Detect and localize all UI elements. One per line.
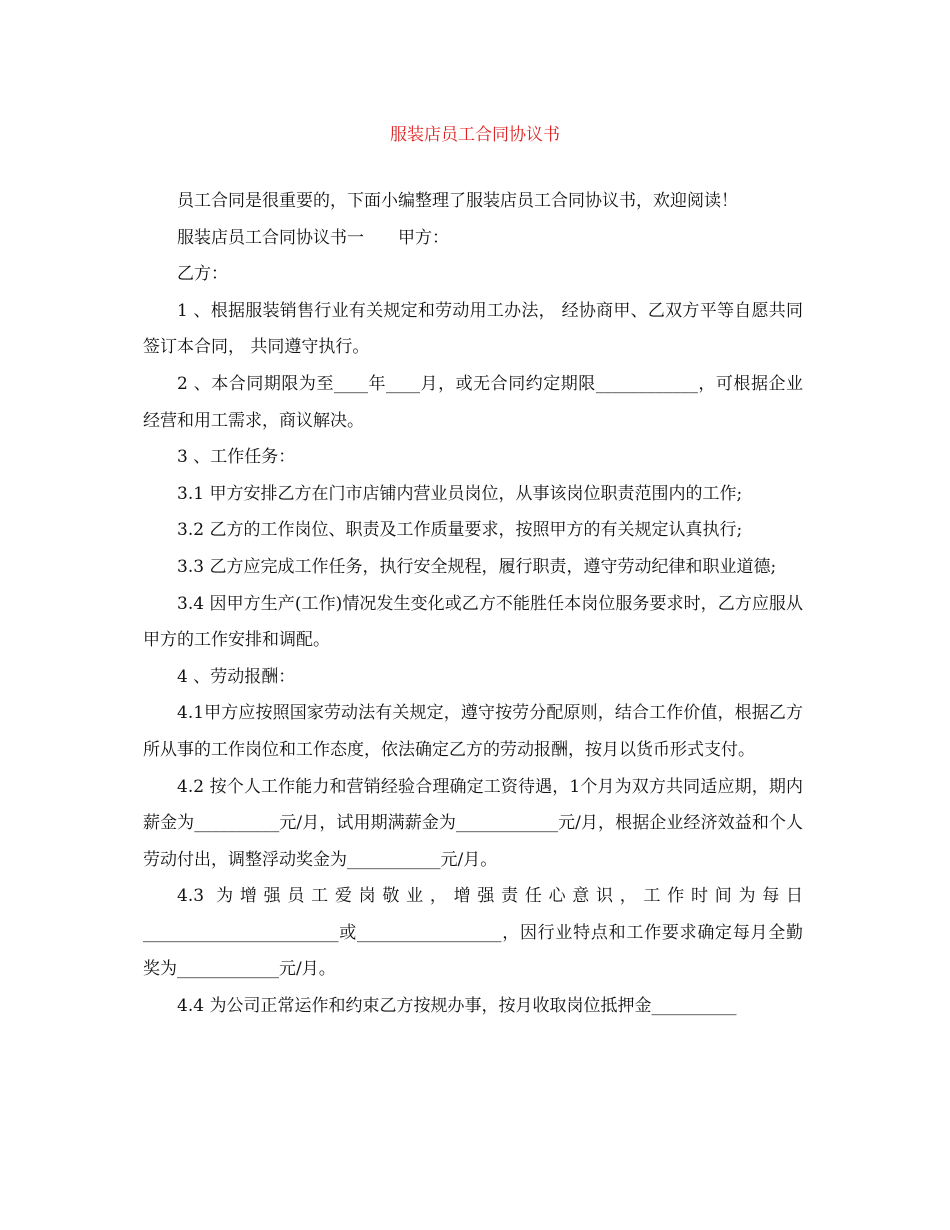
paragraph: 4 、劳动报酬： [177,666,296,687]
document-title: 服装店员工合同协议书 [390,125,560,145]
paragraph: 4.2 按个人工作能力和营销经验合理确定工资待遇，1个月为双方共同适应期，期内薪金为__________元/月，试用期满薪金为____________元/月，根据企业经济效益和个人劳动付出，调整浮动奖金为___________元/月。 [143,776,803,870]
paragraph: 3.3 乙方应完成工作任务，执行安全规程，履行职责，遵守劳动纪律和职业道德; [177,556,777,577]
paragraph: 乙方： [177,264,228,285]
document-body [143,183,803,1025]
paragraph: 1 、根据服装销售行业有关规定和劳动用工办法， 经协商甲、乙双方平等自愿共同签订本合同， 共同遵守执行。 [143,300,803,358]
paragraph: 3.2 乙方的工作岗位、职责及工作质量要求，按照甲方的有关规定认真执行; [177,520,743,541]
paragraph: 4.4 为公司正常运作和约束乙方按规办事，按月收取岗位抵押金__________ [177,996,737,1017]
paragraph: 服装店员工合同协议书一 甲方： [177,227,449,248]
paragraph: 3.4 因甲方生产(工作)情况发生变化或乙方不能胜任本岗位服务要求时，乙方应服从甲方的工作安排和调配。 [143,593,803,651]
paragraph: 3 、工作任务： [177,447,296,468]
paragraph: 4.1甲方应按照国家劳动法有关规定，遵守按劳分配原则，结合工作价值，根据乙方所从事的工作岗位和工作态度，依法确定乙方的劳动报酬，按月以货币形式支付。 [143,703,803,760]
paragraph: 2 、本合同期限为至____年____月，或无合同约定期限____________，可根据企业经营和用工需求，商议解决。 [143,373,803,431]
paragraph: 员工合同是很重要的，下面小编整理了服装店员工合同协议书，欢迎阅读！ [177,191,738,211]
paragraph: 4.3 为增强员工爱岗敬业，增强责任心意识，工作时间为每日_______________________或_________________，因行业特点和工作要求确定每月全勤奖为____________元/月。 [143,886,803,980]
paragraph: 3.1 甲方安排乙方在门市店铺内营业员岗位，从事该岗位职责范围内的工作; [177,483,743,504]
